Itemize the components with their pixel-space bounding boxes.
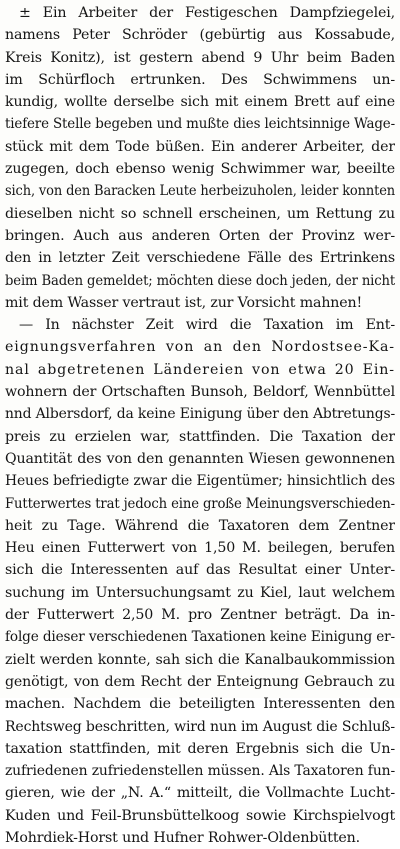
text-line: zugegen, doch ebenso wenig Schwimmer war, beeilte bbox=[5, 161, 395, 178]
text-line: Kreis Konitz), ist gestern abend 9 Uhr beim Baden bbox=[5, 49, 395, 66]
text-line: den in letzter Zeit verschiedene Fälle des Ertrinkens bbox=[5, 250, 395, 267]
text-line: nnd Albersdorf, da keine Einigung über den Abtretungs- bbox=[5, 406, 395, 423]
text-line: ± Ein Arbeiter der Festigeschen Dampfziegelei, bbox=[19, 5, 395, 21]
text-line: Rechtsweg beschritten, wird nun im August die Schluß- bbox=[5, 718, 395, 735]
text-line: bringen. Auch aus anderen Orten der Provinz wer- bbox=[5, 227, 395, 244]
text-line: stück mit dem Tode büßen. Ein anderer Arbeiter, der bbox=[5, 138, 395, 155]
text-line: zielt werden konnte, sah sich die Kanalbaukommission bbox=[5, 651, 395, 668]
text-line: Mohrdiek-Horst und Hufner Rohwer-Oldenbütten. bbox=[5, 829, 360, 846]
text-line: beim Baden gemeldet; möchten diese doch jeden, der nicht bbox=[5, 272, 395, 289]
text-line: Heu einen Futterwert von 1,50 M. beilegen, berufen bbox=[5, 540, 395, 557]
text-line: — In nächster Zeit wird die Taxation im Ent- bbox=[19, 317, 395, 334]
text-line: Futterwertes trat jedoch eine große Meinungsverschieden- bbox=[5, 495, 395, 512]
text-line: namens Peter Schröder (gebürtig aus Kossabude, bbox=[5, 27, 395, 44]
text-line: sich die Interessenten auf das Resultat einer Unter- bbox=[5, 562, 395, 579]
text-line: Kuden und Feil-Brunsbüttelkoog sowie Kirchspielvogt bbox=[5, 807, 395, 824]
text-line: Heues befriedigte zwar die Eigentümer; hinsichtlich des bbox=[5, 473, 395, 490]
text-line: heit zu Tage. Während die Taxatoren dem Zentner bbox=[5, 517, 395, 534]
text-line: im Schürfloch ertrunken. Des Schwimmens un- bbox=[5, 71, 395, 88]
article-paragraph-taxation bbox=[5, 314, 395, 849]
text-line: kundig, wollte derselbe sich mit einem Brett auf eine bbox=[5, 94, 395, 111]
text-line: machen. Nachdem die beteiligten Interessenten den bbox=[5, 696, 395, 713]
text-line: Quantität des von den genannten Wiesen gewonnenen bbox=[5, 450, 395, 467]
text-line: suchung im Untersuchungsamt zu Kiel, laut welchem bbox=[5, 584, 395, 601]
text-line: zufriedenen zufriedenstellen müssen. Als Taxatoren fun- bbox=[5, 763, 395, 780]
text-line: folge dieser verschiedenen Taxationen keine Einigung er- bbox=[5, 629, 395, 646]
text-line: preis zu erzielen war, stattfinden. Die Taxation der bbox=[5, 428, 395, 445]
text-line: sich, von den Baracken Leute herbeizuholen, leider konnten bbox=[5, 183, 395, 200]
text-line: nal abgetretenen Ländereien von etwa 20 Ein- bbox=[5, 361, 395, 378]
text-line: gieren, wie der „N. A.“ mitteilt, die Vollmachte Lucht- bbox=[5, 785, 395, 802]
text-line: dieselben nicht so schnell erscheinen, um Rettung zu bbox=[5, 205, 395, 222]
article-paragraph-drowning bbox=[5, 2, 395, 314]
text-line: genötigt, von dem Recht der Enteignung Gebrauch zu bbox=[5, 673, 395, 690]
text-line: taxation stattfinden, mit deren Ergebnis sich die Un- bbox=[5, 740, 395, 757]
article-column bbox=[5, 2, 395, 849]
text-line: mit dem Wasser vertraut ist, zur Vorsicht mahnen! bbox=[5, 294, 363, 311]
text-line: eignungsverfahren von an den Nordostsee-Ka- bbox=[5, 339, 395, 356]
text-line: wohnern der Ortschaften Bunsoh, Beldorf, Wennbüttel bbox=[5, 384, 395, 401]
text-line: tiefere Stelle begeben und mußte dies leichtsinnige Wage- bbox=[5, 116, 395, 133]
text-line: der Futterwert 2,50 M. pro Zentner beträgt. Da in- bbox=[5, 607, 395, 624]
